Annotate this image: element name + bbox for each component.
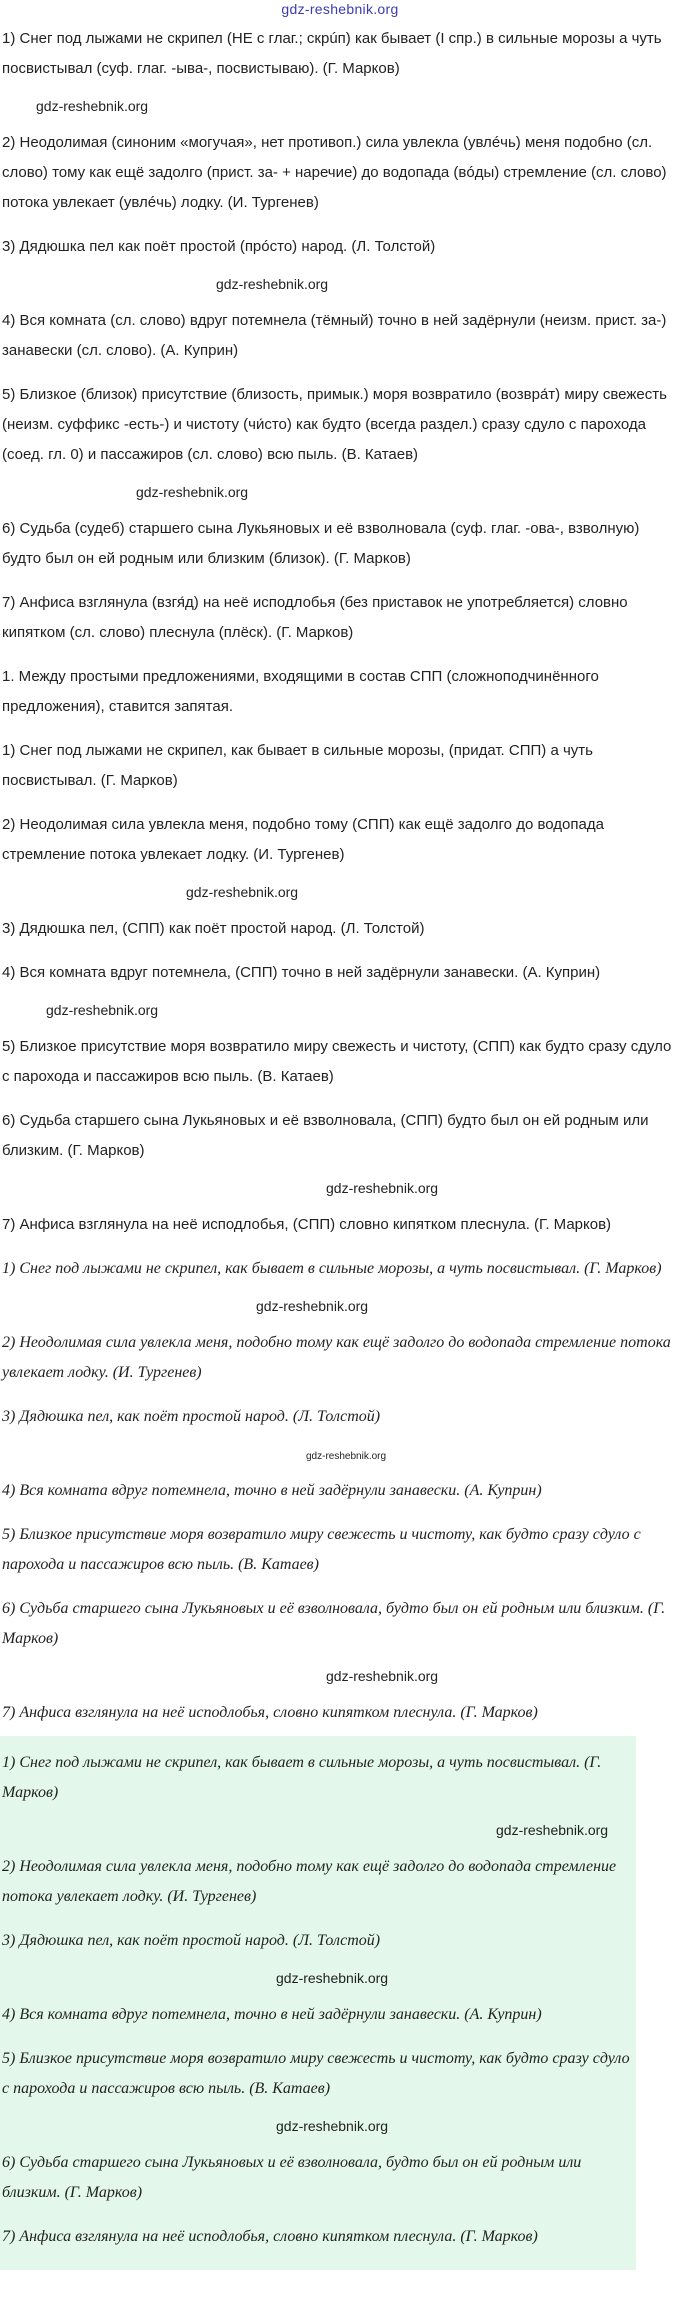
sentence-a5: 5) Близкое (близок) присутствие (близость, примык.) моря возвратило (возвра́т) миру свежесть (неизм. суффикс -есть-) и чистоту (чи́сто) как будто (всегда раздел.) сразу сдуло с парохода (соед. гл. 0) и пассажиров (сл. слово) всю пыль. (В. Катаев) [2, 386, 667, 463]
watermark-b2: gdz-reshebnik.org [186, 884, 299, 900]
sentence-d2: 2) Неодолимая сила увлекла меня, подобно тому как ещё задолго до водопада стремление потока увлекает лодку. (И. Тургенев) [2, 1858, 617, 1905]
sentence-c5: 5) Близкое присутствие моря возвратило миру свежесть и чистоту, как будто сразу сдуло с парохода и пассажиров всю пыль. (В. Катаев) [2, 1526, 641, 1573]
sentence-b2: 2) Неодолимая сила увлекла меня, подобно тому (СПП) как ещё задолго до водопада стремление потока увлекает лодку. (И. Тургенев) [2, 816, 604, 863]
sentence-c3: 3) Дядюшка пел, как поёт простой народ. (Л. Толстой) [2, 1408, 381, 1425]
header-watermark: gdz-reshebnik.org [281, 1, 399, 17]
sentence-b3: 3) Дядюшка пел, (СПП) как поёт простой народ. (Л. Толстой) [2, 920, 425, 937]
sentence-a6: 6) Судьба (судеб) старшего сына Лукьяновых и её взволновала (суф. глаг. -ова-, взволную) будто был он ей родным или близким (близок). (Г. Марков) [2, 520, 640, 567]
watermark-a5: gdz-reshebnik.org [136, 484, 249, 500]
sentence-b6: 6) Судьба старшего сына Лукьяновых и её взволновала, (СПП) будто был он ей родным или близким. (Г. Марков) [2, 1112, 649, 1159]
watermark-c6: gdz-reshebnik.org [326, 1668, 439, 1684]
watermark-c3: gdz-reshebnik.org [306, 1451, 387, 1462]
sentence-d5: 5) Близкое присутствие моря возвратило миру свежесть и чистоту, как будто сразу сдуло с парохода и пассажиров всю пыль. (В. Катаев) [2, 2050, 630, 2097]
sentence-b7: 7) Анфиса взглянула на неё исподлобья, (СПП) словно кипятком плеснула. (Г. Марков) [2, 1216, 612, 1233]
sentence-c1: 1) Снег под лыжами не скрипел, как бывает в сильные морозы, а чуть посвистывал. (Г. Марков) [2, 1260, 662, 1277]
watermark-a1: gdz-reshebnik.org [36, 98, 149, 114]
watermark-d1: gdz-reshebnik.org [496, 1822, 609, 1838]
watermark-d5: gdz-reshebnik.org [276, 2118, 389, 2134]
sentence-c6: 6) Судьба старшего сына Лукьяновых и её взволновала, будто был он ей родным или близким. (Г. Марков) [2, 1600, 666, 1647]
sentence-d7: 7) Анфиса взглянула на неё исподлобья, словно кипятком плеснула. (Г. Марков) [2, 2228, 538, 2245]
watermark-a3: gdz-reshebnik.org [216, 276, 329, 292]
sentence-d6: 6) Судьба старшего сына Лукьяновых и её взволновала, будто был он ей родным или близким. (Г. Марков) [2, 2154, 582, 2201]
sentence-d3: 3) Дядюшка пел, как поёт простой народ. (Л. Толстой) [2, 1932, 381, 1949]
watermark-d3: gdz-reshebnik.org [276, 1970, 389, 1986]
watermark-b6: gdz-reshebnik.org [326, 1180, 439, 1196]
section-spp [0, 730, 680, 1248]
sentence-b1: 1) Снег под лыжами не скрипел, как бывает в сильные морозы, (придат. СПП) а чуть посвистывал. (Г. Марков) [2, 742, 593, 789]
sentence-a2: 2) Неодолимая (синоним «могучая», нет противоп.) сила увлекла (увлéчь) меня подобно (сл. слово) тому как ещё задолго (прист. за- + наречие) до водопада (вóды) стремление (сл. слово) потока увлекает (увлéчь) лодку. (И. Тургенев) [2, 134, 667, 211]
section-parsed [0, 1248, 680, 1736]
rule-text: 1. Между простыми предложениями, входящими в состав СПП (сложноподчинённого предложения), ставится запятая. [2, 668, 599, 715]
sentence-b5: 5) Близкое присутствие моря возвратило миру свежесть и чистоту, (СПП) как будто сразу сдуло с парохода и пассажиров всю пыль. (В. Катаев) [2, 1038, 672, 1085]
sentence-c2: 2) Неодолимая сила увлекла меня, подобно тому как ещё задолго до водопада стремление потока увлекает лодку. (И. Тургенев) [2, 1334, 671, 1381]
sentence-a4: 4) Вся комната (сл. слово) вдруг потемнела (тёмный) точно в ней задёрнули (неизм. прист. за-) занавески (сл. слово). (А. Куприн) [2, 312, 667, 359]
sentence-a7: 7) Анфиса взглянула (взгя́д) на неё исподлобья (без приставок не употребляется) словно кипятком (сл. слово) плеснула (плёск). (Г. Марков) [2, 594, 628, 641]
sentence-b4: 4) Вся комната вдруг потемнела, (СПП) точно в ней задёрнули занавески. (А. Куприн) [2, 964, 601, 981]
sentence-a1: 1) Снег под лыжами не скрипел (НЕ с глаг.; скрúп) как бывает (I спр.) в сильные морозы а чуть посвистывал (суф. глаг. -ыва-, посвистываю). (Г. Марков) [2, 30, 662, 77]
sentence-c7: 7) Анфиса взглянула на неё исподлобья, словно кипятком плеснула. (Г. Марков) [2, 1704, 538, 1721]
sentence-d1: 1) Снег под лыжами не скрипел, как бывает в сильные морозы, а чуть посвистывал. (Г. Марков) [2, 1754, 602, 1801]
sentence-c4: 4) Вся комната вдруг потемнела, точно в ней задёрнули занавески. (А. Куприн) [2, 1482, 542, 1499]
watermark-c1: gdz-reshebnik.org [256, 1298, 369, 1314]
section-parsed-highlighted [0, 1736, 636, 2270]
section-annotated [0, 18, 680, 656]
watermark-b4: gdz-reshebnik.org [46, 1002, 159, 1018]
sentence-a3: 3) Дядюшка пел как поёт простой (прóсто) народ. (Л. Толстой) [2, 238, 436, 255]
sentence-d4: 4) Вся комната вдруг потемнела, точно в ней задёрнули занавески. (А. Куприн) [2, 2006, 542, 2023]
